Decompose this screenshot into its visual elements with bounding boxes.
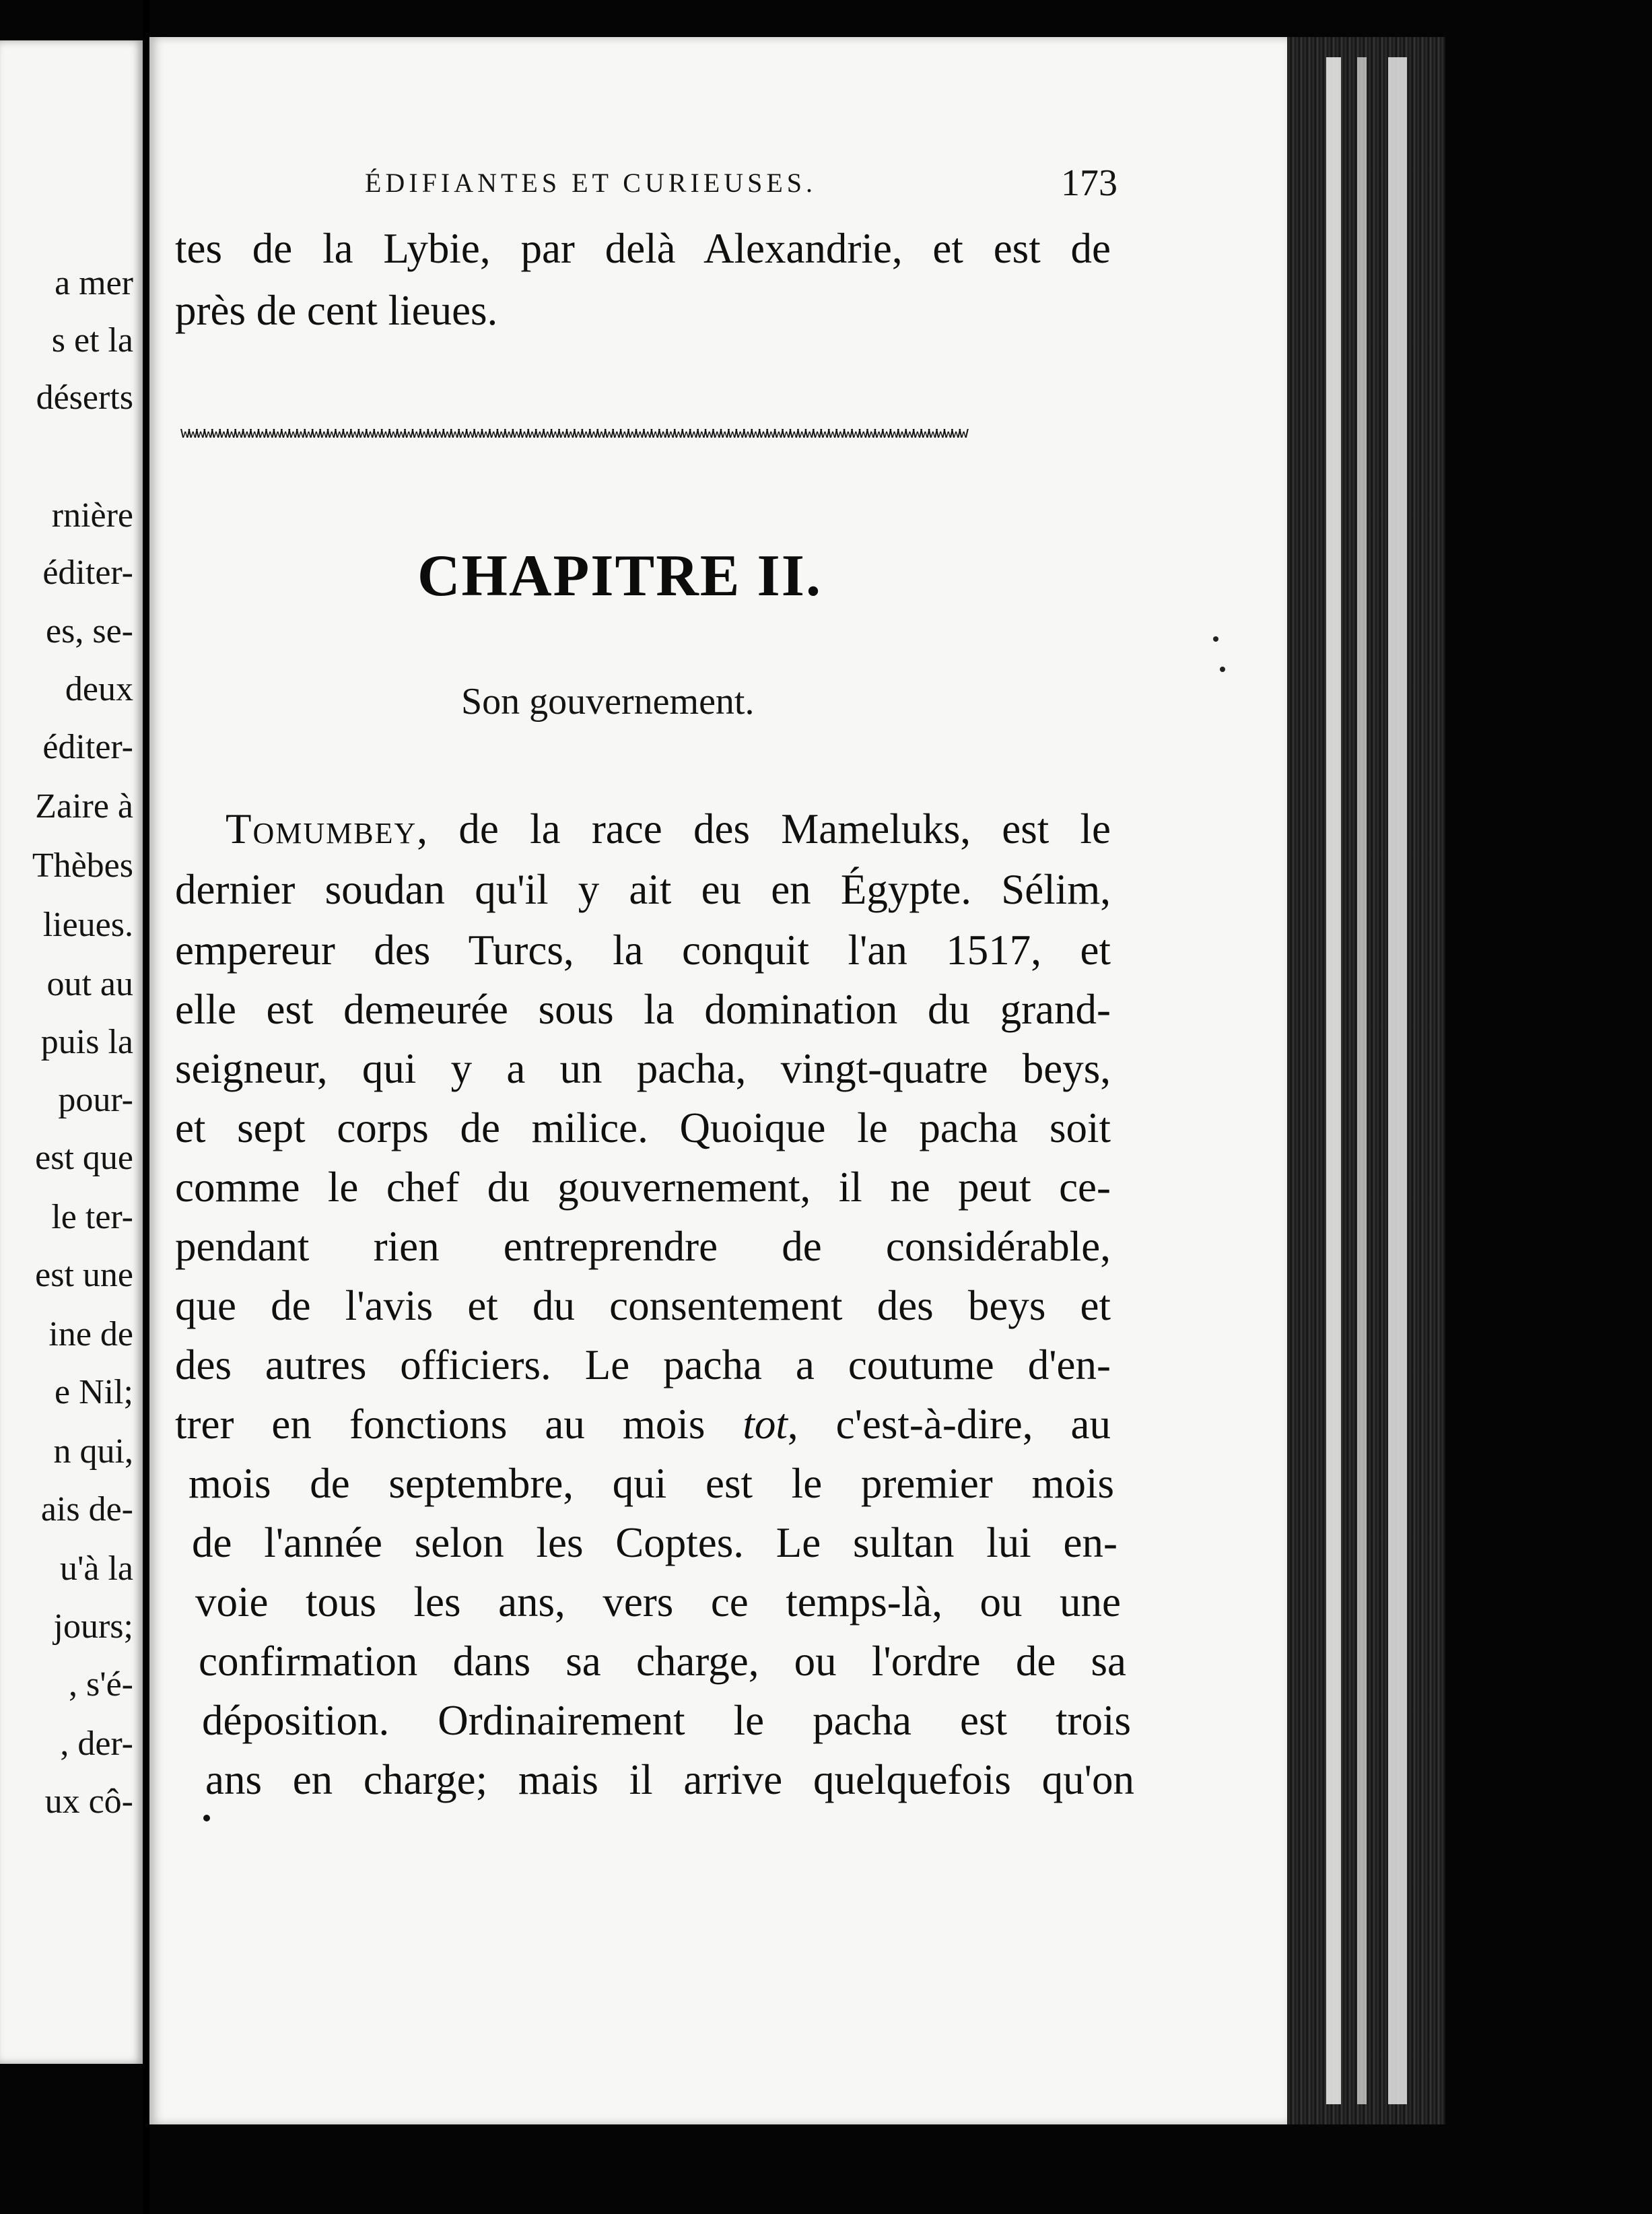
page-edges bbox=[1287, 37, 1445, 2124]
running-head bbox=[215, 162, 1131, 209]
italic-word: tot bbox=[743, 1401, 788, 1448]
left-page-line: ine de bbox=[48, 1315, 133, 1353]
running-title: ÉDIFIANTES ET CURIEUSES. bbox=[365, 168, 817, 198]
first-line-rest: , de la race des Mameluks, est le bbox=[417, 805, 1111, 852]
paragraph-line: seigneur, qui y a un pacha, vingt-quatre beys, bbox=[175, 1045, 1111, 1092]
paper-speck bbox=[1220, 667, 1225, 672]
left-page-line: , s'é- bbox=[68, 1665, 133, 1704]
line-text: , c'est-à-dire, au bbox=[787, 1401, 1111, 1448]
page-edge-strip bbox=[1388, 57, 1407, 2104]
paragraph-line: et sept corps de milice. Quoique le pacha soit bbox=[175, 1104, 1111, 1151]
paragraph-line: déposition. Ordinairement le pacha est trois bbox=[202, 1697, 1131, 1744]
left-page-line: rnière bbox=[51, 496, 133, 535]
left-page-line: a mer bbox=[55, 264, 133, 302]
page-edge-strip bbox=[1326, 57, 1341, 2104]
page-edge-strip bbox=[1357, 57, 1367, 2104]
left-page-line: jours; bbox=[53, 1607, 133, 1646]
chapter-title: CHAPITRE II. bbox=[417, 543, 822, 609]
paragraph-line: confirmation dans sa charge, ou l'ordre de sa bbox=[199, 1638, 1126, 1685]
left-page-line: e Nil; bbox=[55, 1373, 133, 1411]
page-number: 173 bbox=[1061, 162, 1117, 204]
paragraph-line-with-italic bbox=[175, 1403, 1111, 1446]
left-page-line: est une bbox=[35, 1256, 133, 1294]
first-word: Tomumbey bbox=[226, 805, 417, 852]
left-page-line: u'à la bbox=[60, 1549, 133, 1588]
left-page-line: out au bbox=[46, 965, 133, 1003]
ornamental-rule: wwwwwwwwwwwwwwwwwwwwwwwwwwwwwwwwwwwwwwwwwwwwwwwwwwwwwwwwwwwwwwwwwwwwwwwwwwwwwwwwwwwwwwwwwwwwwwwwwwwwww bbox=[180, 426, 967, 439]
left-page-line: éditer- bbox=[42, 554, 133, 592]
left-page-line: puis la bbox=[40, 1023, 133, 1061]
left-page-line: , der- bbox=[60, 1724, 133, 1763]
paragraph-line: elle est demeurée sous la domination du grand- bbox=[175, 986, 1111, 1033]
left-page-line: le ter- bbox=[51, 1198, 133, 1236]
left-page-line: éditer- bbox=[42, 728, 133, 766]
left-page-line: deux bbox=[65, 670, 133, 708]
left-page-line: est que bbox=[35, 1139, 133, 1177]
paper-speck bbox=[1213, 636, 1218, 642]
paragraph-line: ans en charge; mais il arrive quelquefois qu'on bbox=[205, 1756, 1134, 1803]
chapter-subtitle: Son gouvernement. bbox=[461, 681, 755, 723]
paragraph-line: empereur des Turcs, la conquit l'an 1517, et bbox=[175, 927, 1111, 974]
paragraph-line: mois de septembre, qui est le premier mois bbox=[188, 1460, 1114, 1507]
continuation-line: près de cent lieues. bbox=[175, 287, 498, 334]
left-page-line: s et la bbox=[51, 321, 133, 360]
paragraph-line: pendant rien entreprendre de considérable, bbox=[175, 1223, 1111, 1270]
left-page-line: es, se- bbox=[46, 612, 133, 650]
continuation-line: tes de la Lybie, par delà Alexandrie, et est de bbox=[175, 225, 1111, 272]
left-page-line: Zaire à bbox=[35, 787, 133, 826]
ink-dot bbox=[203, 1815, 210, 1821]
left-page-line: déserts bbox=[36, 378, 133, 417]
paragraph-first-line bbox=[226, 805, 1111, 852]
line-text: trer en fonctions au mois bbox=[175, 1401, 743, 1448]
left-page-line: lieues. bbox=[42, 906, 133, 944]
left-page-line: n qui, bbox=[53, 1432, 133, 1471]
paragraph-line: comme le chef du gouvernement, il ne peut ce- bbox=[175, 1164, 1111, 1211]
left-page-line: ais de- bbox=[40, 1490, 133, 1529]
left-page-line: pour- bbox=[58, 1081, 133, 1119]
paragraph-line: voie tous les ans, vers ce temps-là, ou une bbox=[195, 1578, 1121, 1625]
left-page-fragment bbox=[0, 40, 143, 2064]
paragraph-line: des autres officiers. Le pacha a coutume d'en- bbox=[175, 1341, 1111, 1388]
book-gutter bbox=[143, 0, 149, 2214]
paragraph-line: dernier soudan qu'il y ait eu en Égypte. Sélim, bbox=[175, 866, 1111, 913]
paragraph-line: que de l'avis et du consentement des beys et bbox=[175, 1282, 1111, 1329]
left-page-line: Thèbes bbox=[32, 846, 133, 885]
paragraph-line: de l'année selon les Coptes. Le sultan lui en- bbox=[192, 1519, 1117, 1566]
left-page-line: ux cô- bbox=[44, 1782, 133, 1821]
